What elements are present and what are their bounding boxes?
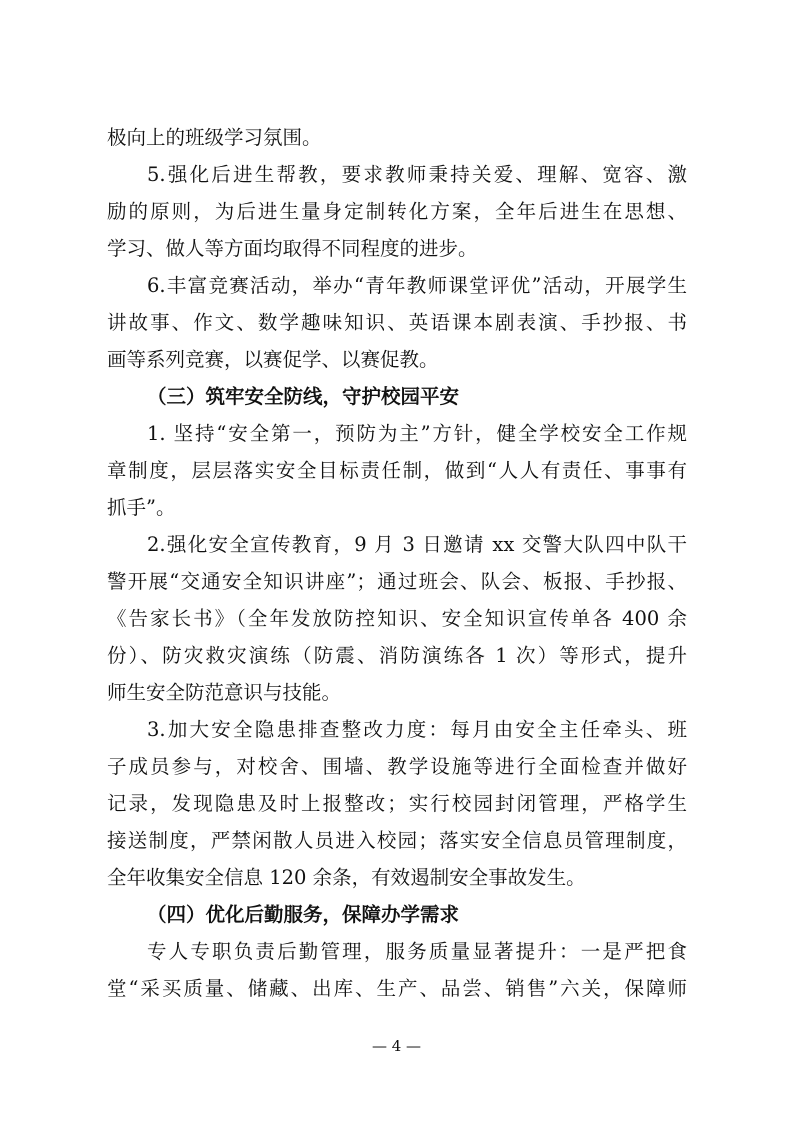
paragraph-line: 子成员参与，对校舍、围墙、教学设施等进行全面检查并做好: [107, 755, 687, 778]
section-heading: （三）筑牢安全防线，守护校园平安: [147, 385, 460, 408]
paragraph-line: 5.强化后进生帮教，要求教师秉持关爱、理解、宽容、激: [147, 163, 687, 186]
paragraph-line: 全年收集安全信息 120 余条，有效遏制安全事故发生。: [107, 866, 586, 889]
paragraph-line: 专人专职负责后勤管理，服务质量显著提升：一是严把食: [147, 940, 687, 963]
paragraph-line: 抓手”。: [107, 496, 176, 519]
paragraph-line: 励的原则，为后进生量身定制转化方案，全年后进生在思想、: [107, 200, 687, 223]
paragraph-line: 画等系列竞赛，以赛促学、以赛促教。: [107, 348, 439, 371]
paragraph-line: 6.丰富竞赛活动，举办“青年教师课堂评优”活动，开展学生: [147, 274, 687, 297]
paragraph-line: 记录，发现隐患及时上报整改；实行校园封闭管理，严格学生: [107, 792, 687, 815]
paragraph-line: 章制度，层层落实安全目标责任制，做到“人人有责任、事事有: [107, 459, 687, 482]
paragraph-line: 1. 坚持“安全第一，预防为主”方针，健全学校安全工作规: [147, 422, 687, 445]
paragraph-line: 接送制度，严禁闲散人员进入校园；落实安全信息员管理制度，: [107, 829, 687, 852]
paragraph-line: 师生安全防范意识与技能。: [107, 681, 342, 704]
paragraph-line: 堂“采买质量、储藏、出库、生产、品尝、销售”六关，保障师: [107, 977, 687, 1000]
paragraph-line: 2.强化安全宣传教育，9 月 3 日邀请 xx 交警大队四中队干: [147, 533, 687, 556]
paragraph-line: 极向上的班级学习氛围。: [107, 126, 322, 149]
paragraph-line: 讲故事、作文、数学趣味知识、英语课本剧表演、手抄报、书: [107, 311, 687, 334]
page-number: — 4 —: [371, 1037, 422, 1055]
paragraph-line: 警开展“交通安全知识讲座”；通过班会、队会、板报、手抄报、: [107, 570, 687, 593]
section-heading: （四）优化后勤服务，保障办学需求: [147, 903, 460, 926]
paragraph-line: 3.加大安全隐患排查整改力度：每月由安全主任牵头、班: [147, 718, 687, 741]
paragraph-line: 份）、防灾救灾演练（防震、消防演练各 1 次）等形式，提升: [107, 644, 687, 667]
paragraph-line: 《告家长书》（全年发放防控知识、安全知识宣传单各 400 余: [107, 607, 687, 630]
paragraph-line: 学习、做人等方面均取得不同程度的进步。: [107, 237, 478, 260]
